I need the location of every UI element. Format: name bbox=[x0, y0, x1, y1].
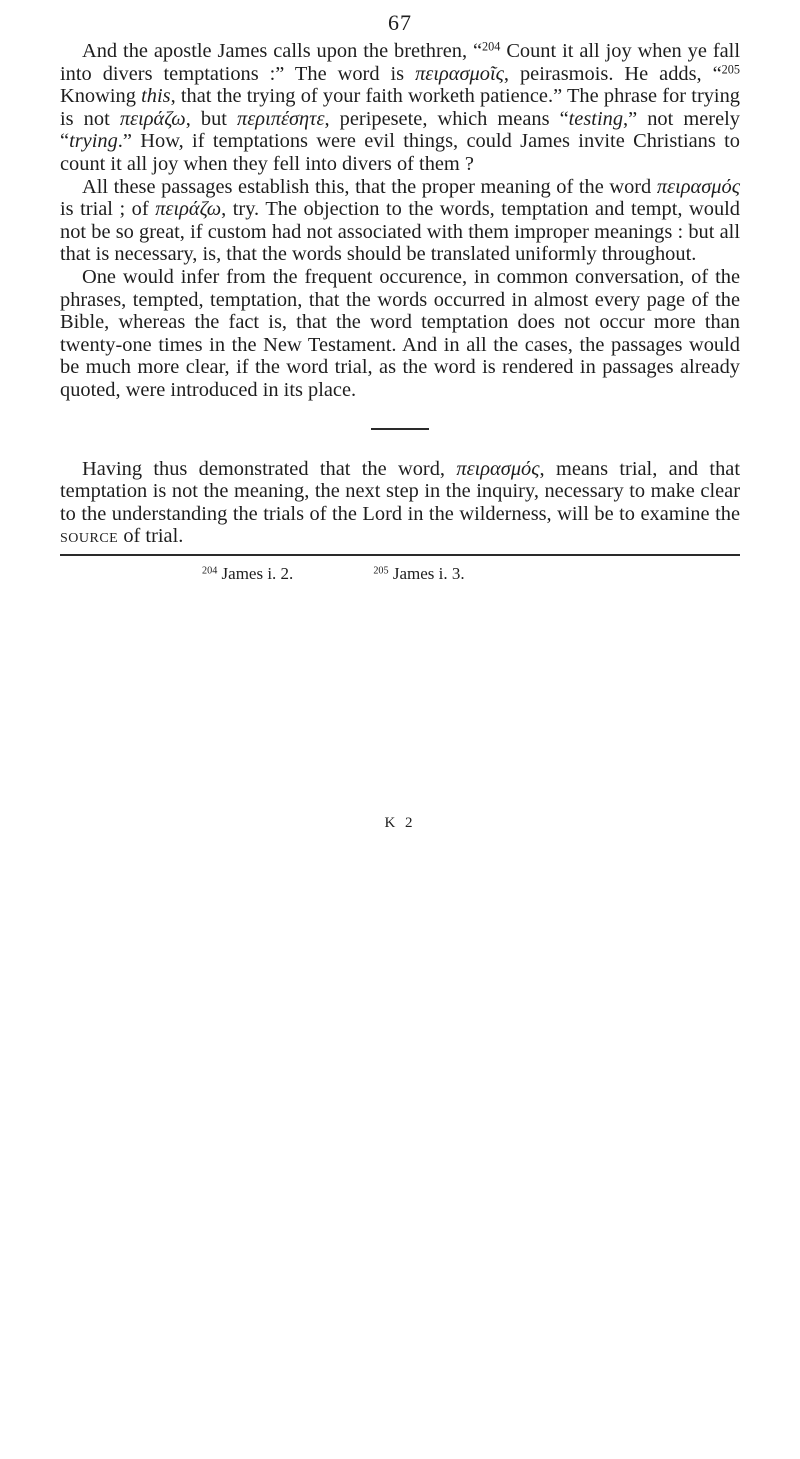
text-run: Having thus demonstrated that the word, bbox=[82, 457, 457, 480]
main-text bbox=[60, 40, 740, 584]
greek-term: περιπέσητε bbox=[237, 107, 325, 130]
section-separator bbox=[371, 428, 429, 430]
page-number: 67 bbox=[388, 10, 412, 35]
greek-term: πειράζω bbox=[119, 107, 186, 130]
paragraph bbox=[60, 266, 740, 402]
footnote-ref: 204 bbox=[482, 39, 501, 54]
emphasis: testing bbox=[568, 107, 624, 130]
signature-mark: K 2 bbox=[384, 815, 416, 831]
footnote-mark: 204 bbox=[202, 565, 218, 577]
paragraph bbox=[60, 458, 740, 548]
text-run: of trial. bbox=[118, 525, 184, 548]
greek-term: πειρασμός bbox=[456, 457, 540, 480]
footnote-mark: 205 bbox=[373, 565, 389, 577]
text-run: ,” not merely “ bbox=[60, 107, 740, 153]
text-run: And the apostle James calls upon the brethren, “ bbox=[82, 40, 483, 62]
footnote-text: James i. 3. bbox=[388, 563, 465, 583]
text-run: Knowing bbox=[60, 85, 142, 108]
greek-term: πειράζω bbox=[155, 198, 222, 221]
text-run: , that the trying of your faith worketh patience.” The phrase for trying is not bbox=[60, 85, 740, 130]
footnote bbox=[373, 564, 464, 584]
footnote bbox=[202, 564, 293, 584]
greek-term: πειρασμοῖς bbox=[415, 62, 504, 85]
emphasis: trying bbox=[69, 130, 118, 153]
footnote-text: James i. 2. bbox=[217, 563, 294, 583]
text-run: , but bbox=[185, 107, 238, 130]
text-run: , peripesete, which means “ bbox=[324, 107, 569, 130]
footnotes bbox=[60, 564, 740, 584]
emphasis: this bbox=[141, 85, 171, 108]
text-run: , peirasmois. He adds, “ bbox=[503, 62, 722, 85]
footnote-ref: 205 bbox=[721, 61, 740, 76]
text-run: , try. The objection to the words, temptation and tempt, would not be so great, if custom had not associated with them improper meanings : but all that is necessary, is, that the words should be translated uniformly throughout. bbox=[60, 198, 740, 266]
text-run: Count it all joy when ye fall into divers temptations :” The word is bbox=[60, 40, 740, 85]
paragraphs bbox=[60, 40, 740, 548]
greek-term: πειρασμός bbox=[656, 175, 740, 198]
small-caps-term: source bbox=[60, 525, 119, 548]
text-run: All these passages establish this, that the proper meaning of the word bbox=[82, 175, 657, 198]
text-run: .” How, if temptations were evil things, could James invite Christians to count it all joy when they fell into divers of them ? bbox=[60, 130, 740, 175]
footnote-rule bbox=[60, 554, 740, 556]
paragraph bbox=[60, 40, 740, 176]
text-run: , means trial, and that temptation is not the meaning, the next step in the inquiry, necessary to make clear to the understanding the trials of the Lord in the wilderness, will be to examine the bbox=[60, 457, 740, 525]
text-run: One would infer from the frequent occurence, in common conversation, of the phrases, tempted, temptation, that the words occurred in almost every page of the Bible, whereas the fact is, that the word temptation does not occur more than twenty-one times in the New Testament. And in all the cases, the passages would be much more clear, if the word trial, as the word is rendered in passages already quoted, were introduced in its place. bbox=[60, 265, 740, 401]
text-run: is trial ; of bbox=[60, 198, 156, 221]
paragraph bbox=[60, 176, 740, 266]
